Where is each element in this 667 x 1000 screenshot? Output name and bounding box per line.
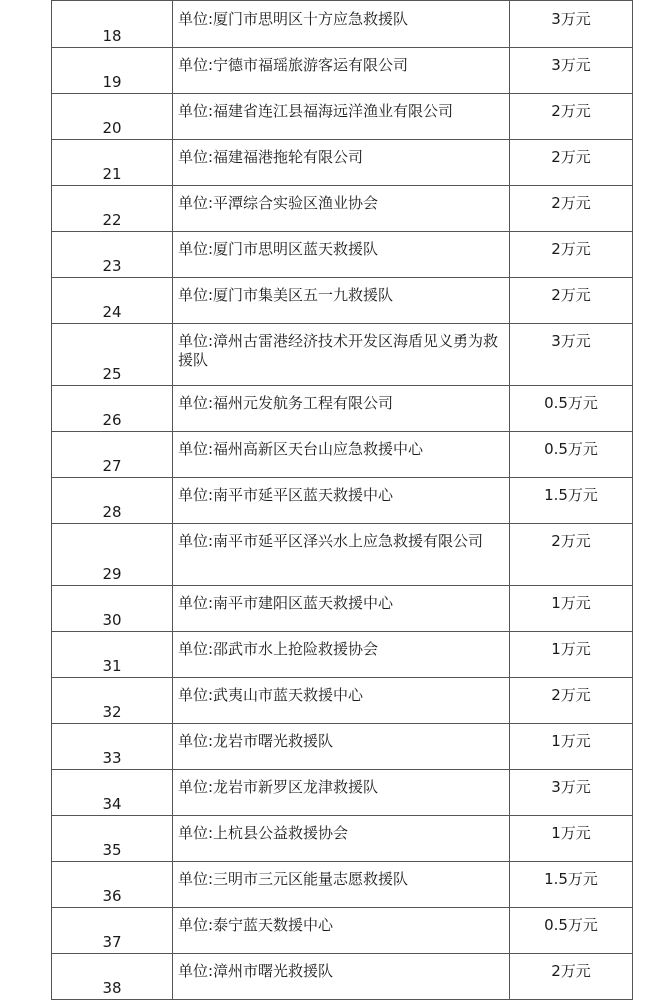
unit-name: 单位:平潭综合实验区渔业协会 [173,186,510,232]
unit-name: 单位:福建省连江县福海远洋渔业有限公司 [173,94,510,140]
row-number: 26 [52,386,173,432]
table-row [52,1,633,48]
row-number: 21 [52,140,173,186]
row-number: 37 [52,908,173,954]
amount: 1.5万元 [510,478,633,524]
row-number: 34 [52,770,173,816]
amount: 2万元 [510,524,633,586]
amount: 0.5万元 [510,432,633,478]
table-row [52,278,633,324]
amount: 1万元 [510,724,633,770]
table-row [52,632,633,678]
table-row [52,724,633,770]
unit-name: 单位:福州元发航务工程有限公司 [173,386,510,432]
amount: 0.5万元 [510,386,633,432]
unit-name: 单位:南平市建阳区蓝天救援中心 [173,586,510,632]
unit-name: 单位:龙岩市曙光救援队 [173,724,510,770]
row-number: 28 [52,478,173,524]
unit-name: 单位:南平市延平区泽兴水上应急救援有限公司 [173,524,510,586]
amount: 3万元 [510,48,633,94]
unit-name: 单位:福州高新区天台山应急救援中心 [173,432,510,478]
row-number: 31 [52,632,173,678]
unit-name: 单位:上杭县公益救援协会 [173,816,510,862]
table-row [52,770,633,816]
unit-name: 单位:厦门市集美区五一九救援队 [173,278,510,324]
unit-name: 单位:厦门市思明区蓝天救援队 [173,232,510,278]
amount: 3万元 [510,1,633,48]
table-row [52,586,633,632]
amount: 2万元 [510,94,633,140]
amount: 1.5万元 [510,862,633,908]
unit-name: 单位:福建福港拖轮有限公司 [173,140,510,186]
amount: 2万元 [510,678,633,724]
unit-name: 单位:漳州市曙光救援队 [173,954,510,1000]
table-row [52,908,633,954]
table-row [52,432,633,478]
unit-name: 单位:漳州古雷港经济技术开发区海盾见义勇为救援队 [173,324,510,386]
amount: 1万元 [510,816,633,862]
unit-name: 单位:邵武市水上抢险救援协会 [173,632,510,678]
table-row [52,386,633,432]
table-row [52,94,633,140]
amount: 2万元 [510,278,633,324]
amount: 1万元 [510,632,633,678]
row-number: 29 [52,524,173,586]
amount: 2万元 [510,140,633,186]
amount: 3万元 [510,770,633,816]
table-row [52,862,633,908]
unit-name: 单位:南平市延平区蓝天救援中心 [173,478,510,524]
row-number: 36 [52,862,173,908]
row-number: 18 [52,1,173,48]
row-number: 23 [52,232,173,278]
amount: 2万元 [510,232,633,278]
amount: 2万元 [510,186,633,232]
amount: 2万元 [510,954,633,1000]
row-number: 35 [52,816,173,862]
row-number: 30 [52,586,173,632]
unit-name: 单位:宁德市福瑶旅游客运有限公司 [173,48,510,94]
row-number: 33 [52,724,173,770]
unit-name: 单位:龙岩市新罗区龙津救援队 [173,770,510,816]
unit-name: 单位:厦门市思明区十方应急救援队 [173,1,510,48]
row-number: 38 [52,954,173,1000]
amount: 1万元 [510,586,633,632]
row-number: 19 [52,48,173,94]
row-number: 25 [52,324,173,386]
table-row [52,186,633,232]
row-number: 27 [52,432,173,478]
unit-name: 单位:三明市三元区能量志愿救援队 [173,862,510,908]
table-row [52,232,633,278]
table-row [52,816,633,862]
unit-name: 单位:武夷山市蓝天救援中心 [173,678,510,724]
row-number: 24 [52,278,173,324]
amount: 3万元 [510,324,633,386]
row-number: 20 [52,94,173,140]
table-row [52,324,633,386]
table-row [52,140,633,186]
row-number: 32 [52,678,173,724]
amount: 0.5万元 [510,908,633,954]
award-table [51,0,633,1000]
unit-name: 单位:泰宁蓝天数援中心 [173,908,510,954]
table-row [52,524,633,586]
table-row [52,954,633,1000]
row-number: 22 [52,186,173,232]
table-row [52,478,633,524]
table-row [52,678,633,724]
table-row [52,48,633,94]
